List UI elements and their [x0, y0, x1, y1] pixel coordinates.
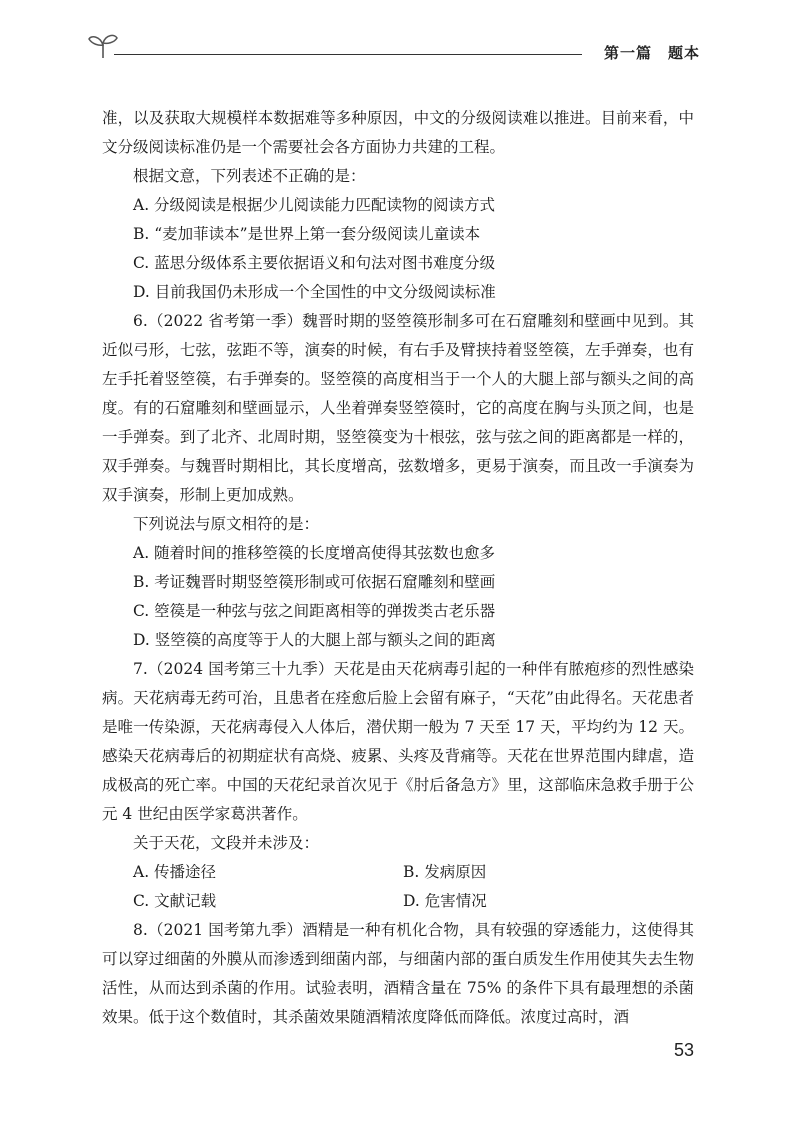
q8-passage: 8.（2021 国考第九季）酒精是一种有机化合物，具有较强的穿透能力，这使得其可以穿过细菌的外膜从而渗透到细菌内部，与细菌内部的蛋白质发生作用使其失去生物活性，从而达到杀菌的作用。试验表明，酒精含量在 75% 的条件下具有最理想的杀菌效果。低于这个数值时，其杀菌效果随酒精浓度降低而降低。浓度过高时，酒: [102, 921, 694, 1026]
q5-option-c: C. 蓝思分级体系主要依据语义和句法对图书难度分级: [133, 254, 496, 272]
header-rule: [114, 54, 582, 55]
q6-option-b: B. 考证魏晋时期竖箜篌形制或可依据石窟雕刻和壁画: [133, 573, 496, 591]
q5-option-d: D. 目前我国仍未形成一个全国性的中文分级阅读标准: [133, 283, 496, 301]
q6-prompt: 下列说法与原文相符的是：: [133, 515, 320, 533]
q5-option-a: A. 分级阅读是根据少儿阅读能力匹配读物的阅读方式: [133, 196, 496, 214]
q7-option-a: A. 传播途径: [133, 863, 217, 881]
page-number: 53: [673, 1040, 694, 1060]
q6-option-a: A. 随着时间的推移箜篌的长度增高使得其弦数也愈多: [133, 544, 496, 562]
q5-prompt: 根据文意，下列表述不正确的是：: [133, 167, 366, 185]
q7-prompt: 关于天花，文段并未涉及：: [133, 834, 320, 852]
section-title: 第一篇 题本: [603, 44, 700, 62]
q7-option-c: C. 文献记载: [133, 892, 217, 910]
q6-passage: 6.（2022 省考第一季）魏晋时期的竖箜篌形制多可在石窟雕刻和壁画中见到。其近似弓形，七弦，弦距不等，演奏的时候，有右手及臂挟持着竖箜篌，左手弹奏，也有左手托着竖箜篌，右手弹奏的。竖箜篌的高度相当于一个人的大腿上部与额头之间的高度。有的石窟雕刻和壁画显示，人坐着弹奏竖箜篌时，它的高度在胸与头顶之间，也是一手弹奏。到了北齐、北周时期，竖箜篌变为十根弦，弦与弦之间的距离都是一样的，双手弹奏。与魏晋时期相比，其长度增高，弦数增多，更易于演奏，而且改一手演奏为双手演奏，形制上更加成熟。: [102, 312, 694, 504]
page-content: [102, 104, 694, 1032]
q7-option-d: D. 危害情况: [403, 892, 487, 910]
page-header: [86, 28, 700, 68]
sprout-icon: [86, 28, 120, 62]
q7-options: [102, 858, 694, 916]
intro-paragraph: 准，以及获取大规模样本数据难等多种原因，中文的分级阅读难以推进。目前来看，中文分级阅读标准仍是一个需要社会各方面协力共建的工程。: [102, 109, 694, 156]
q6-option-d: D. 竖箜篌的高度等于人的大腿上部与额头之间的距离: [133, 631, 496, 649]
q5-option-b: B. “麦加菲读本”是世界上第一套分级阅读儿童读本: [133, 225, 481, 243]
q6-option-c: C. 箜篌是一种弦与弦之间距离相等的弹拨类古老乐器: [133, 602, 496, 620]
q7-option-b: B. 发病原因: [403, 863, 487, 881]
q7-passage: 7.（2024 国考第三十九季）天花是由天花病毒引起的一种伴有脓疱疹的烈性感染病。天花病毒无药可治，且患者在痊愈后脸上会留有麻子，“天花”由此得名。天花患者是唯一传染源，天花病毒侵入人体后，潜伏期一般为 7 天至 17 天，平均约为 12 天。感染天花病毒后的初期症状有高烧、疲累、头疼及背痛等。天花在世界范围内肆虐，造成极高的死亡率。中国的天花纪录首次见于《肘后备急方》里，这部临床急救手册于公元 4 世纪由医学家葛洪著作。: [102, 660, 694, 823]
